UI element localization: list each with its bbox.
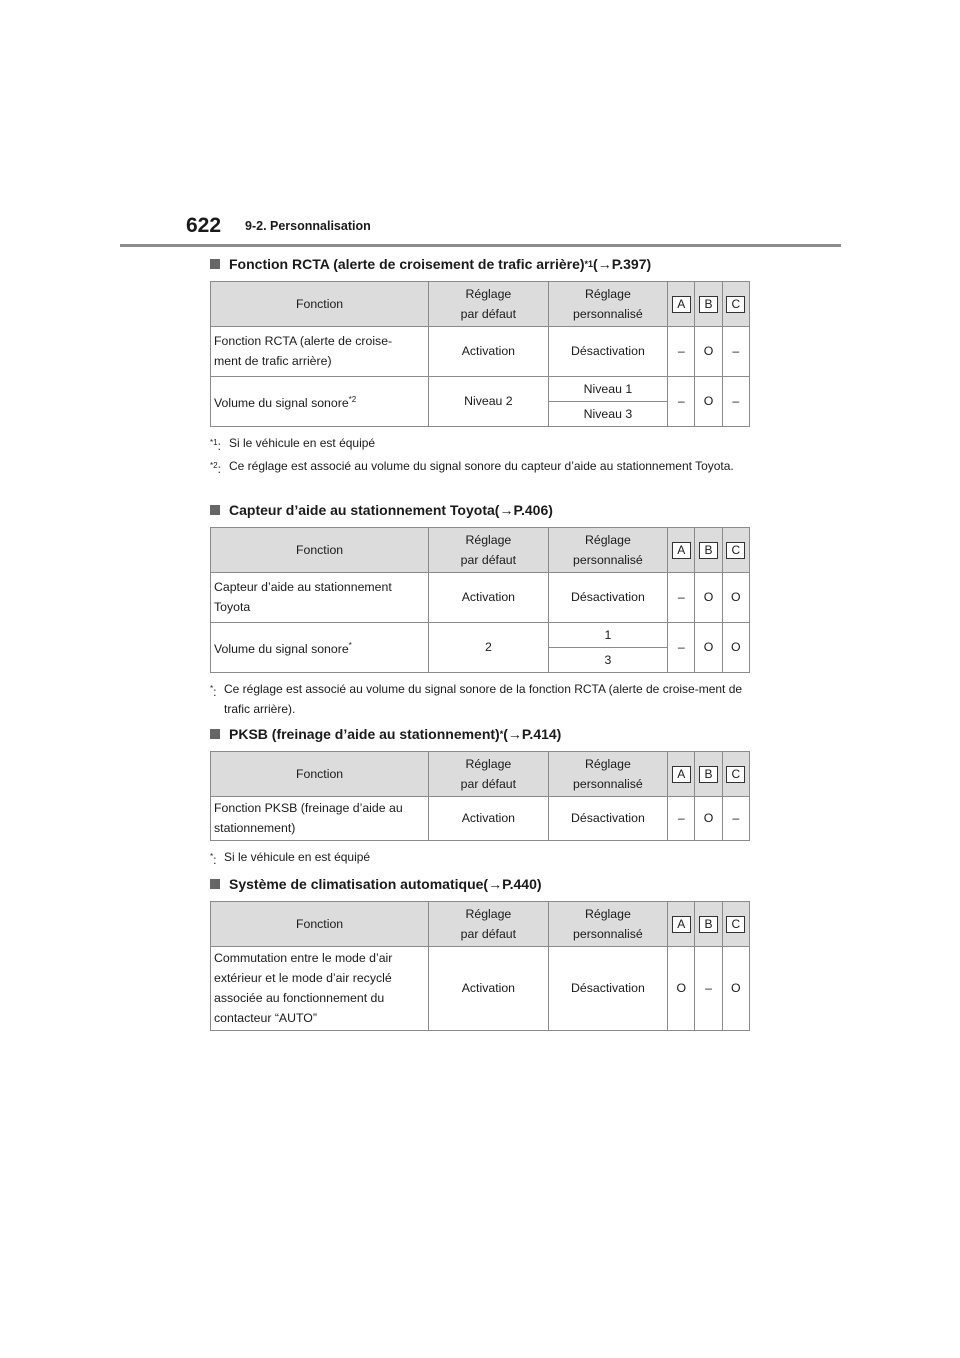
header-a	[668, 527, 695, 572]
header-perso: Réglage personnalisé	[548, 527, 668, 572]
header-fonction: Fonction	[211, 751, 429, 796]
capteur-notes	[210, 679, 750, 719]
cell-c: –	[722, 326, 749, 376]
cell-defaut: Activation	[429, 572, 549, 622]
footnote-marker	[210, 456, 229, 479]
square-bullet-icon	[210, 729, 220, 739]
cell-b: O	[695, 796, 722, 840]
table-header-row	[211, 527, 750, 572]
footnote	[210, 456, 750, 479]
cell-perso: 1	[548, 622, 668, 647]
footnote-mark: *	[348, 640, 352, 650]
header-b	[695, 751, 722, 796]
table-row	[211, 622, 750, 647]
square-bullet-icon	[210, 505, 220, 515]
cell-perso: Niveau 3	[548, 401, 668, 426]
letter-c-box: C	[726, 916, 745, 933]
header-fonction: Fonction	[211, 281, 429, 326]
clim-heading	[210, 876, 750, 893]
header-defaut: Réglage par défaut	[429, 527, 549, 572]
table-row	[211, 946, 750, 1030]
pksb-page-ref[interactable]: (→P.414)	[503, 726, 562, 742]
footnote-mark: *2	[348, 394, 357, 404]
section-capteur	[210, 502, 750, 719]
header-defaut: Réglage par défaut	[429, 901, 549, 946]
header-defaut: Réglage par défaut	[429, 751, 549, 796]
pksb-title: PKSB (freinage d’aide au stationnement)	[229, 726, 500, 742]
rcta-notes	[210, 433, 750, 479]
letter-b-box: B	[699, 766, 718, 783]
header-perso: Réglage personnalisé	[548, 281, 668, 326]
cell-fonction-text: Volume du signal sonore	[214, 641, 349, 656]
cell-fonction: Commutation entre le mode d’air extérieur et le mode d’air recyclé associée au fonctionnement du contacteur “AUTO”	[211, 946, 429, 1030]
cell-perso: Désactivation	[548, 946, 668, 1030]
clim-table	[210, 901, 750, 1031]
header-a	[668, 751, 695, 796]
cell-c: –	[722, 796, 749, 840]
footnote	[210, 679, 750, 719]
footnote-mark: *1	[210, 437, 218, 447]
letter-a-box: A	[672, 766, 691, 783]
header-b	[695, 901, 722, 946]
header-c	[722, 751, 749, 796]
header-perso: Réglage personnalisé	[548, 901, 668, 946]
cell-b: O	[695, 376, 722, 426]
section-title: 9-2. Personnalisation	[245, 219, 371, 233]
footnote-mark: *	[210, 683, 214, 693]
cell-defaut: Activation	[429, 326, 549, 376]
section-rcta	[210, 256, 750, 479]
pksb-heading	[210, 726, 750, 743]
pksb-table	[210, 751, 750, 841]
header-c	[722, 901, 749, 946]
cell-a: –	[668, 376, 695, 426]
footnote-colon: :	[213, 852, 217, 867]
rcta-title-footnote-mark: *1	[584, 259, 594, 269]
letter-c-box: C	[726, 296, 745, 313]
rcta-table	[210, 281, 750, 427]
cell-a: O	[668, 946, 695, 1030]
cell-b: –	[695, 946, 722, 1030]
header-defaut: Réglage par défaut	[429, 281, 549, 326]
cell-fonction	[211, 376, 429, 426]
footnote-text: Ce réglage est associé au volume du signal sonore du capteur d’aide au stationnement Toyota.	[229, 458, 734, 473]
cell-defaut: Activation	[429, 796, 549, 840]
cell-b: O	[695, 572, 722, 622]
footnote-mark: *	[210, 851, 214, 861]
cell-a: –	[668, 326, 695, 376]
cell-b: O	[695, 622, 722, 672]
table-row	[211, 376, 750, 401]
capteur-title: Capteur d’aide au stationnement Toyota	[229, 502, 495, 518]
letter-b-box: B	[699, 542, 718, 559]
cell-c: –	[722, 376, 749, 426]
cell-a: –	[668, 796, 695, 840]
cell-c: O	[722, 622, 749, 672]
table-header-row	[211, 751, 750, 796]
clim-title: Système de climatisation automatique	[229, 876, 484, 892]
footnote-marker	[210, 433, 229, 456]
capteur-page-ref[interactable]: (→P.406)	[494, 502, 553, 518]
header-b	[695, 527, 722, 572]
table-row	[211, 326, 750, 376]
letter-a-box: A	[672, 296, 691, 313]
header-fonction: Fonction	[211, 527, 429, 572]
rcta-page-ref[interactable]: (→P.397)	[593, 256, 652, 272]
letter-c-box: C	[726, 542, 745, 559]
cell-perso: Désactivation	[548, 572, 668, 622]
cell-defaut: 2	[429, 622, 549, 672]
table-row	[211, 796, 750, 840]
cell-a: –	[668, 572, 695, 622]
table-header-row	[211, 281, 750, 326]
cell-defaut: Niveau 2	[429, 376, 549, 426]
rcta-title: Fonction RCTA (alerte de croisement de trafic arrière)	[229, 256, 585, 272]
cell-fonction	[211, 622, 429, 672]
header-fonction: Fonction	[211, 901, 429, 946]
cell-perso: Désactivation	[548, 796, 668, 840]
cell-a: –	[668, 622, 695, 672]
table-header-row	[211, 901, 750, 946]
cell-perso: Désactivation	[548, 326, 668, 376]
letter-a-box: A	[672, 542, 691, 559]
capteur-heading	[210, 502, 750, 519]
table-row	[211, 572, 750, 622]
page-number: 622	[186, 214, 222, 237]
header-perso: Réglage personnalisé	[548, 751, 668, 796]
pksb-title-footnote-mark: *	[499, 729, 504, 739]
pksb-notes	[210, 847, 750, 870]
footnote	[210, 847, 750, 870]
footnote-text: Si le véhicule en est équipé	[229, 435, 376, 450]
footnote-colon: :	[213, 684, 217, 699]
cell-fonction: Fonction RCTA (alerte de croise- ment de trafic arrière)	[211, 326, 429, 376]
header-divider	[120, 244, 841, 247]
footnote	[210, 433, 750, 456]
header-b	[695, 281, 722, 326]
footnote-colon: :	[217, 438, 221, 453]
clim-page-ref[interactable]: (→P.440)	[483, 876, 542, 892]
cell-c: O	[722, 946, 749, 1030]
letter-b-box: B	[699, 296, 718, 313]
header-a	[668, 281, 695, 326]
square-bullet-icon	[210, 259, 220, 269]
cell-fonction: Fonction PKSB (freinage d’aide au stationnement)	[211, 796, 429, 840]
header-c	[722, 527, 749, 572]
cell-perso: 3	[548, 647, 668, 672]
footnote-marker	[210, 679, 224, 719]
footnote-marker	[210, 847, 224, 870]
header-a	[668, 901, 695, 946]
cell-perso: Niveau 1	[548, 376, 668, 401]
cell-c: O	[722, 572, 749, 622]
cell-fonction-text: Volume du signal sonore	[214, 395, 349, 410]
cell-b: O	[695, 326, 722, 376]
letter-a-box: A	[672, 916, 691, 933]
rcta-heading	[210, 256, 750, 273]
cell-fonction: Capteur d’aide au stationnement Toyota	[211, 572, 429, 622]
letter-b-box: B	[699, 916, 718, 933]
square-bullet-icon	[210, 879, 220, 889]
header-c	[722, 281, 749, 326]
section-pksb	[210, 726, 750, 870]
letter-c-box: C	[726, 766, 745, 783]
cell-defaut: Activation	[429, 946, 549, 1030]
footnote-colon: :	[217, 461, 221, 476]
footnote-text: Ce réglage est associé au volume du signal sonore de la fonction RCTA (alerte de croise-ment de trafic arrière).	[224, 681, 743, 716]
capteur-table	[210, 527, 750, 673]
footnote-text: Si le véhicule en est équipé	[224, 849, 371, 864]
footnote-mark: *2	[210, 460, 218, 470]
section-clim	[210, 876, 750, 1031]
